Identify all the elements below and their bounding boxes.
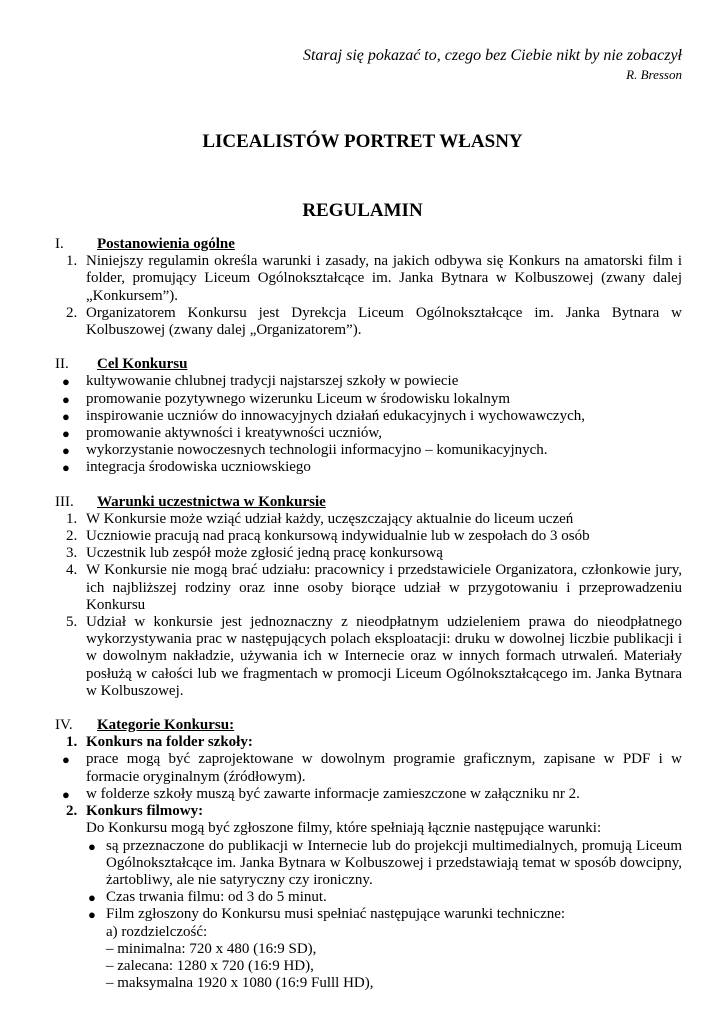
section-heading	[50, 236, 682, 253]
item-text: W Konkursie nie mogą brać udziału: pracownicy i przedstawiciele Organizatora, członkowie jury, ich najbliższej rodziny oraz inne osoby biorące udział w przygotowaniu i przeprowadzeniu Konkursu	[86, 562, 682, 613]
bullet-icon: ●	[62, 426, 70, 442]
item-number: 1.	[66, 253, 78, 270]
list-item	[50, 562, 682, 614]
section-number: II.	[55, 356, 69, 373]
section-title: Warunki uczestnictwa w Konkursie	[97, 493, 326, 510]
motto-quote: Staraj się pokazać to, czego bez Ciebie nikt by nie zobaczył	[302, 47, 682, 64]
item-text: prace mogą być zaprojektowane w dowolnym programie graficznym, zapisane w PDF i w formacie oryginalnym (źródłowym).	[86, 751, 682, 785]
tech-line: – maksymalna 1920 x 1080 (16:9 Fulll HD),	[106, 975, 374, 992]
regulation-body	[50, 236, 682, 992]
section-number: IV.	[55, 717, 73, 734]
item-text: Niniejszy regulamin określa warunki i zasady, na jakich odbywa się Konkurs na amatorski film i folder, promujący Liceum Ogólnokształcące im. Janka Bytnara w Kolbuszowej (zwany dalej „Konkursem”).	[86, 253, 682, 304]
section-heading	[50, 494, 682, 511]
list-item	[50, 253, 682, 305]
bullet-item	[50, 786, 682, 803]
bullet-icon: ●	[62, 374, 70, 390]
item-text: promowanie aktywności i kreatywności uczniów,	[86, 425, 383, 442]
section-number: III.	[55, 493, 74, 510]
category-folder	[50, 734, 682, 751]
item-number: 2.	[66, 304, 78, 321]
bullet-icon: ●	[62, 786, 70, 802]
section-number: I.	[55, 236, 64, 252]
item-number: 3.	[66, 545, 78, 562]
section-title: Cel Konkursu	[97, 356, 188, 373]
tech-line: – zalecana: 1280 x 720 (16:9 HD),	[106, 957, 314, 974]
section-contest-categories	[50, 717, 682, 992]
section-title: Kategorie Konkursu:	[97, 717, 235, 734]
bullet-icon: ●	[62, 408, 70, 424]
item-text: w folderze szkoły muszą być zawarte informacje zamieszczone w załączniku nr 2.	[86, 785, 580, 802]
item-text: W Konkursie może wziąć udział każdy, uczęszczający aktualnie do liceum uczeń	[86, 510, 574, 527]
item-number: 5.	[66, 614, 78, 631]
category-number: 2.	[66, 803, 78, 820]
item-text: promowanie pozytywnego wizerunku Liceum w środowisku lokalnym	[86, 390, 511, 407]
category-label: Konkurs na folder szkoły:	[86, 734, 253, 751]
list-item	[50, 305, 682, 339]
list-item	[50, 614, 682, 700]
bullet-icon: ●	[62, 460, 70, 476]
item-text: Organizatorem Konkursu jest Dyrekcja Liceum Ogólnokształcące im. Janka Bytnara w Kolbuszowej (zwany dalej „Organizatorem”).	[86, 304, 682, 339]
category-film	[50, 803, 682, 820]
bullet-item	[50, 751, 682, 785]
bullet-icon: ●	[62, 443, 70, 459]
bullet-icon: ●	[88, 890, 96, 906]
bullet-icon: ●	[62, 752, 70, 768]
bullet-icon: ●	[88, 907, 96, 923]
item-number: 2.	[66, 528, 78, 545]
bullet-icon: ●	[88, 838, 96, 854]
item-number: 1.	[66, 510, 78, 527]
section-title: Postanowienia ogólne	[97, 236, 235, 252]
bullet-icon: ●	[62, 391, 70, 407]
item-text: kultywowanie chlubnej tradycji najstarszej szkoły w powiecie	[86, 373, 459, 390]
bullet-item	[50, 906, 682, 923]
item-text: Uczniowie pracują nad pracą konkursową indywidualnie lub w zespołach do 3 osób	[86, 528, 590, 545]
motto-author: R. Bresson	[626, 67, 682, 82]
bullet-item	[50, 408, 682, 425]
category-intro: Do Konkursu mogą być zgłoszone filmy, które spełniają łącznie następujące warunki:	[86, 820, 602, 837]
item-number: 4.	[66, 562, 78, 579]
tech-line: a) rozdzielczość:	[106, 923, 208, 940]
bullet-item	[50, 838, 682, 890]
item-text: Uczestnik lub zespół może zgłosić jedną pracę konkursową	[86, 545, 443, 562]
item-text: są przeznaczone do publikacji w Internecie lub do projekcji multimedialnych, promują Liceum Ogólnokształcące im. Janka Bytnara w Kolbuszowej i przedstawiają temat w sposób dowcipny, żartobliwy, ale nie satyryczny czy ironiczny.	[106, 837, 682, 888]
bullet-item	[50, 459, 682, 476]
section-heading	[50, 717, 682, 734]
list-item	[50, 511, 682, 528]
bullet-item	[50, 373, 682, 390]
category-number: 1.	[66, 734, 78, 751]
item-text: wykorzystanie nowoczesnych technologii informacyjno – komunikacyjnych.	[86, 442, 548, 459]
motto	[303, 45, 682, 83]
category-label: Konkurs filmowy:	[86, 803, 204, 820]
item-text: Udział w konkursie jest jednoznaczny z nieodpłatnym udzieleniem prawa do nieodpłatnego wykorzystywania prac w następujących polach eksploatacji: druku w dowolnej liczbie publikacji i w dowolnym nakładzie, używania ich w Internecie oraz w innych formach utrwaleń. Materiały posłużą w całości lub we fragmentach w promocji Liceum Ogólnokształcącego im. Janka Bytnara w Kolbuszowej.	[86, 614, 682, 699]
section-participation-terms	[50, 494, 682, 700]
section-general-provisions	[50, 236, 682, 339]
item-text: Czas trwania filmu: od 3 do 5 minut.	[106, 889, 327, 906]
tech-line: – minimalna: 720 x 480 (16:9 SD),	[106, 940, 317, 957]
list-item	[50, 545, 682, 562]
item-text: integracja środowiska uczniowskiego	[86, 459, 311, 476]
bullet-item	[50, 391, 682, 408]
list-item	[50, 528, 682, 545]
section-heading	[50, 356, 682, 373]
document-subtitle: REGULAMIN	[302, 200, 423, 221]
item-text: inspirowanie uczniów do innowacyjnych działań edukacyjnych i wychowawczych,	[86, 407, 585, 424]
section-contest-goal	[50, 356, 682, 476]
document-title: LICEALISTÓW PORTRET WŁASNY	[202, 131, 523, 152]
bullet-item	[50, 425, 682, 442]
item-text: Film zgłoszony do Konkursu musi spełniać następujące warunki techniczne:	[106, 906, 566, 923]
bullet-item	[50, 442, 682, 459]
bullet-item	[50, 889, 682, 906]
